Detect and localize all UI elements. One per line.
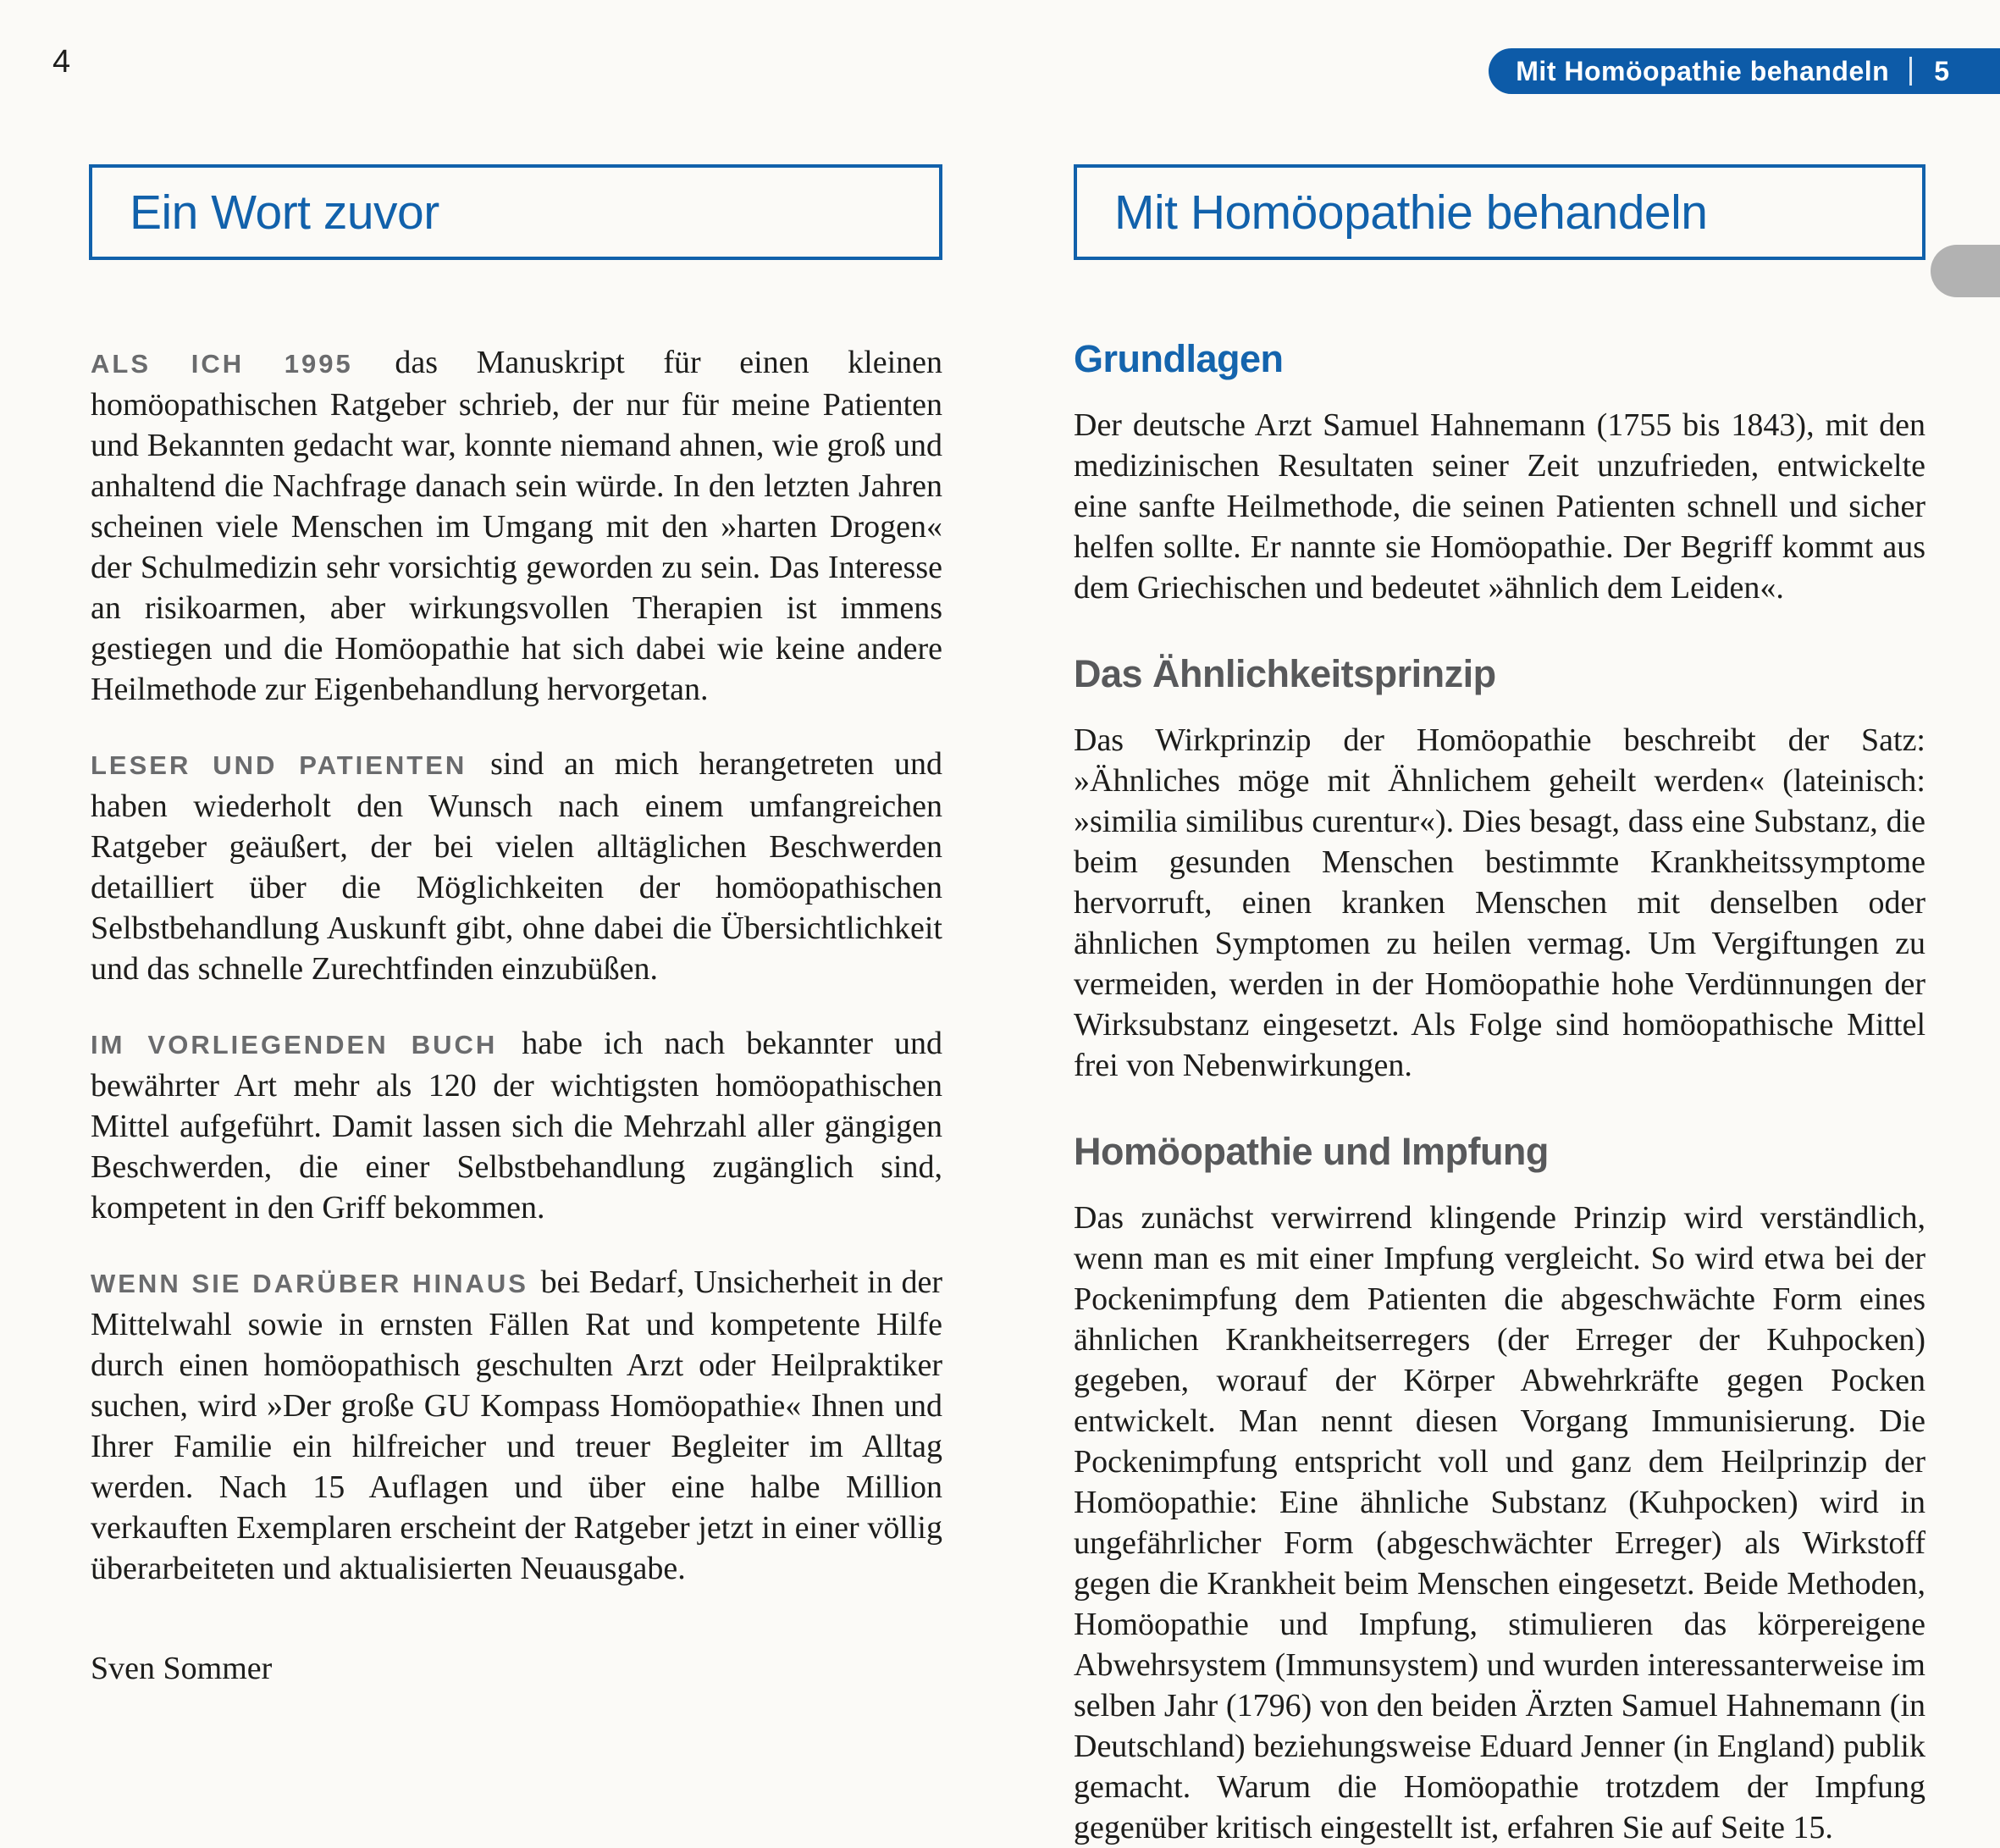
right-page-title-box [1074, 164, 1925, 260]
paragraph-lead-in: IM VORLIEGENDEN BUCH [91, 1030, 498, 1060]
paragraph-text: bei Bedarf, Unsicherheit in der Mittelwahl sowie in ernsten Fällen Rat und kompetente Hilfe durch einen homöopathisch geschulten Arzt oder Heilpraktiker suchen, wird »Der große GU Kompass Homöopathie« Ihnen und Ihrer Familie ein hilfreicher und treuer Begleiter im Alltag werden. Nach 15 Auflagen und über eine halbe Million verkauften Exemplaren erscheint der Ratgeber jetzt in einer völlig überarbeiteten und aktualisierten Neuausgabe. [91, 1264, 942, 1586]
paragraph [91, 1023, 942, 1228]
page-number-left: 4 [52, 44, 71, 80]
paragraph-text: habe ich nach bekannter und bewährter Art mehr als 120 der wichtigsten homöopathischen Mittel aufgeführt. Damit lassen sich die Mehrzahl aller gängigen Beschwerden, die einer Selbstbehandlung zugänglich sind, kompetent in den Griff bekommen. [91, 1026, 943, 1226]
page-number-right: 5 [1934, 55, 1949, 86]
paragraph [91, 744, 942, 989]
paragraph [91, 1262, 942, 1589]
paragraph-lead-in: LESER UND PATIENTEN [91, 750, 467, 780]
running-header-separator [1909, 57, 1912, 86]
running-header-badge [1489, 48, 2000, 94]
paragraph-text: sind an mich herangetreten und haben wiederholt den Wunsch nach einem umfangreichen Ratgeber geäußert, der bei vielen alltäglichen Beschwerden detailliert über die Möglichkeiten der homöopathischen Selbstbehandlung Auskunft gibt, ohne dabei die Übersichtlichkeit und das schnelle Zurechtfinden einzubüßen. [91, 746, 942, 987]
paragraph-lead-in: WENN SIE DARÜBER HINAUS [91, 1269, 528, 1298]
section-heading: Homöopathie und Impfung [1074, 1130, 1549, 1173]
section-text: Das zunächst verwirrend klingende Prinzip wird verständlich, wenn man es mit einer Impfung vergleicht. So wird etwa bei der Pockenimpfung dem Patienten die abgeschwächte Form eines ähnlichen Krankheitserregers (der Erreger der Kuhpocken) gegeben, worauf der Körper Abwehrkräfte gegen Pocken entwickelt. Man nennt diesen Vorgang Immunisierung. Die Pockenimpfung entspricht voll und ganz dem Heilprinzip der Homöopathie: Eine ähnliche Substanz (Kuhpocken) wird in ungefährlicher Form (abgeschwächter Erreger) als Wirkstoff gegen die Krankheit beim Menschen eingesetzt. Beide Methoden, Homöopathie und Impfung, stimulieren das körpereigene Abwehrsystem (Immunsystem) und wurden interessanterweise im selben Jahr (1796) von den beiden Ärzten Samuel Hahnemann (in Deutschland) beziehungsweise Eduard Jenner (in England) publik gemacht. Warum die Homöopathie trotzdem der Impfung gegenüber kritisch eingestellt ist, erfahren Sie auf Seite 15. [1074, 1200, 1925, 1845]
right-page-title: Mit Homöopathie behandeln [1114, 185, 1708, 240]
running-header-title: Mit Homöopathie behandeln [1516, 55, 1890, 86]
paragraph-lead-in: ALS ICH 1995 [91, 349, 353, 379]
section-homoeopathie-und-impfung [1074, 1130, 1925, 1848]
left-page-body-column [91, 342, 942, 1687]
author-signature: Sven Sommer [91, 1651, 273, 1686]
section-grundlagen [1074, 337, 1925, 608]
section-text: Der deutsche Arzt Samuel Hahnemann (1755 bis 1843), mit den medizinischen Resultaten seiner Zeit unzufrieden, entwickelte eine sanfte Heilmethode, die seinen Patienten schnell und sicher helfen sollte. Er nannte sie Homöopathie. Der Begriff kommt aus dem Griechischen und bedeutet »ähnlich dem Leiden«. [1074, 407, 1925, 606]
right-page-body-column [1074, 337, 1925, 1848]
section-text: Das Wirkprinzip der Homöopathie beschreibt der Satz: »Ähnliches möge mit Ähnlichem geheilt werden« (lateinisch: »similia similibus curentur«). Dies besagt, dass eine Substanz, die beim gesunden Menschen bestimmte Krankheitssymptome hervorruft, einen kranken Menschen mit denselben oder ähnlichen Symptomen zu heilen vermag. Um Vergiftungen zu vermeiden, werden in der Homöopathie hohe Verdünnungen der Wirksubstanz eingesetzt. Als Folge sind homöopathische Mittel frei von Nebenwirkungen. [1074, 722, 1925, 1083]
paragraph [91, 342, 942, 710]
chapter-thumb-tab [1931, 245, 2000, 297]
section-aehnlichkeitsprinzip [1074, 652, 1925, 1086]
left-page-title: Ein Wort zuvor [130, 185, 439, 240]
paragraph-text: das Manuskript für einen kleinen homöopathischen Ratgeber schrieb, der nur für meine Patienten und Bekannten gedacht war, konnte niemand ahnen, wie groß und anhaltend die Nachfrage danach sein würde. In den letzten Jahren scheinen viele Menschen im Umgang mit den »harten Drogen« der Schulmedizin sehr vorsichtig geworden zu sein. Das Interesse an risikoarmen, aber wirkungsvollen Therapien ist immens gestiegen und die Homöopathie hat sich dabei wie keine andere Heilmethode zur Eigenbehandlung hervorgetan. [91, 345, 943, 707]
section-heading: Grundlagen [1074, 337, 1284, 380]
left-page-title-box [89, 164, 942, 260]
section-heading: Das Ähnlichkeitsprinzip [1074, 652, 1496, 695]
